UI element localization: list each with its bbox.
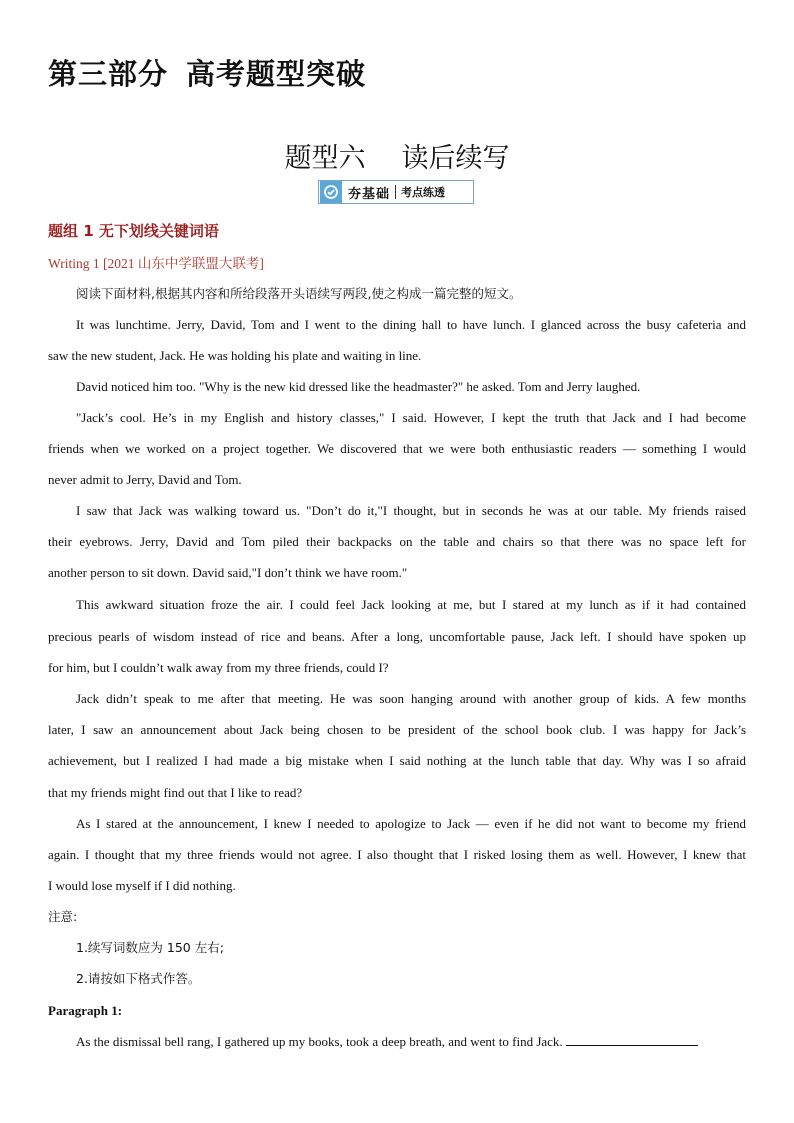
paragraph-start-line bbox=[76, 1034, 746, 1050]
story-line: As I stared at the announcement, I knew I needed to apologize to Jack — even if he did not want to become my friend bbox=[76, 816, 746, 831]
type-title-right: 读后续写 bbox=[401, 143, 510, 174]
story-line: later, I saw an announcement about Jack being chosen to be president of the school book club. I was happy for Jack’s bbox=[48, 722, 746, 737]
answer-blank[interactable] bbox=[566, 1034, 698, 1046]
story-line: It was lunchtime. Jerry, David, Tom and I went to the dining hall to have lunch. I glanced across the busy cafeteria and bbox=[76, 317, 746, 332]
instruction-text: 阅读下面材料,根据其内容和所给段落开头语续写两段,使之构成一篇完整的短文。 bbox=[76, 286, 522, 301]
part-title-right: 高考题型突破 bbox=[186, 57, 367, 91]
badge-sub-label: 考点练透 bbox=[401, 186, 446, 199]
badge-main-label: 夯基础 bbox=[348, 186, 391, 202]
story-line: This awkward situation froze the air. I could feel Jack looking at me, but I stared at my lunch as if it had contained bbox=[76, 597, 746, 612]
story-line: friends when we worked on a project together. We discovered that we were both enthusiastic readers — something I would bbox=[48, 441, 746, 456]
story-line: that my friends might find out that I like to read? bbox=[48, 785, 303, 800]
paragraph-start-text: As the dismissal bell rang, I gathered up my books, took a deep breath, and went to find Jack. bbox=[76, 1034, 563, 1049]
writing-label: Writing 1 [2021 山东中学联盟大联考] bbox=[48, 256, 264, 271]
story-line: another person to sit down. David said,"I don’t think we have room." bbox=[48, 565, 408, 580]
group-title: 题组 1 无下划线关键词语 bbox=[48, 222, 219, 240]
story-line: I would lose myself if I did nothing. bbox=[48, 878, 236, 893]
check-circle-icon bbox=[320, 181, 342, 203]
story-line: precious pearls of wisdom instead of rice and beans. After a long, uncomfortable pause, Jack left. I should have spoken up bbox=[48, 629, 746, 644]
question-type-title bbox=[0, 136, 794, 175]
part-title-left: 第三部分 bbox=[48, 57, 169, 91]
story-line: again. I thought that my three friends would not agree. I also thought that I risked losing them as well. However, I knew that bbox=[48, 847, 746, 862]
notes-item: 1.续写词数应为 150 左右; bbox=[76, 940, 224, 955]
notes-item: 2.请按如下格式作答。 bbox=[76, 971, 201, 986]
story-line: saw the new student, Jack. He was holding his plate and waiting in line. bbox=[48, 348, 422, 363]
story-line: I saw that Jack was walking toward us. "Don’t do it,"I thought, but in seconds he was at our table. My friends raised bbox=[76, 503, 746, 518]
type-title-left: 题型六 bbox=[284, 143, 366, 174]
section-badge bbox=[318, 180, 474, 204]
story-line: achievement, but I realized I had made a big mistake when I said nothing at the lunch table that day. Why was I so afraid bbox=[48, 753, 746, 768]
story-line: Jack didn’t speak to me after that meeting. He was soon hanging around with another group of kids. A few months bbox=[76, 691, 746, 706]
notes-label: 注意: bbox=[48, 909, 78, 924]
story-line: David noticed him too. "Why is the new kid dressed like the headmaster?" he asked. Tom and Jerry laughed. bbox=[76, 379, 641, 394]
story-line: their eyebrows. Jerry, David and Tom piled their backpacks on the table and chairs so that there was no space left for bbox=[48, 534, 746, 549]
story-line: "Jack’s cool. He’s in my English and history classes," I said. However, I kept the truth that Jack and I had become bbox=[76, 410, 746, 425]
part-title bbox=[48, 52, 366, 93]
badge-divider bbox=[395, 185, 396, 199]
story-line: for him, but I couldn’t walk away from my three friends, could I? bbox=[48, 660, 389, 675]
paragraph-label: Paragraph 1: bbox=[48, 1003, 123, 1018]
story-line: never admit to Jerry, David and Tom. bbox=[48, 472, 242, 487]
